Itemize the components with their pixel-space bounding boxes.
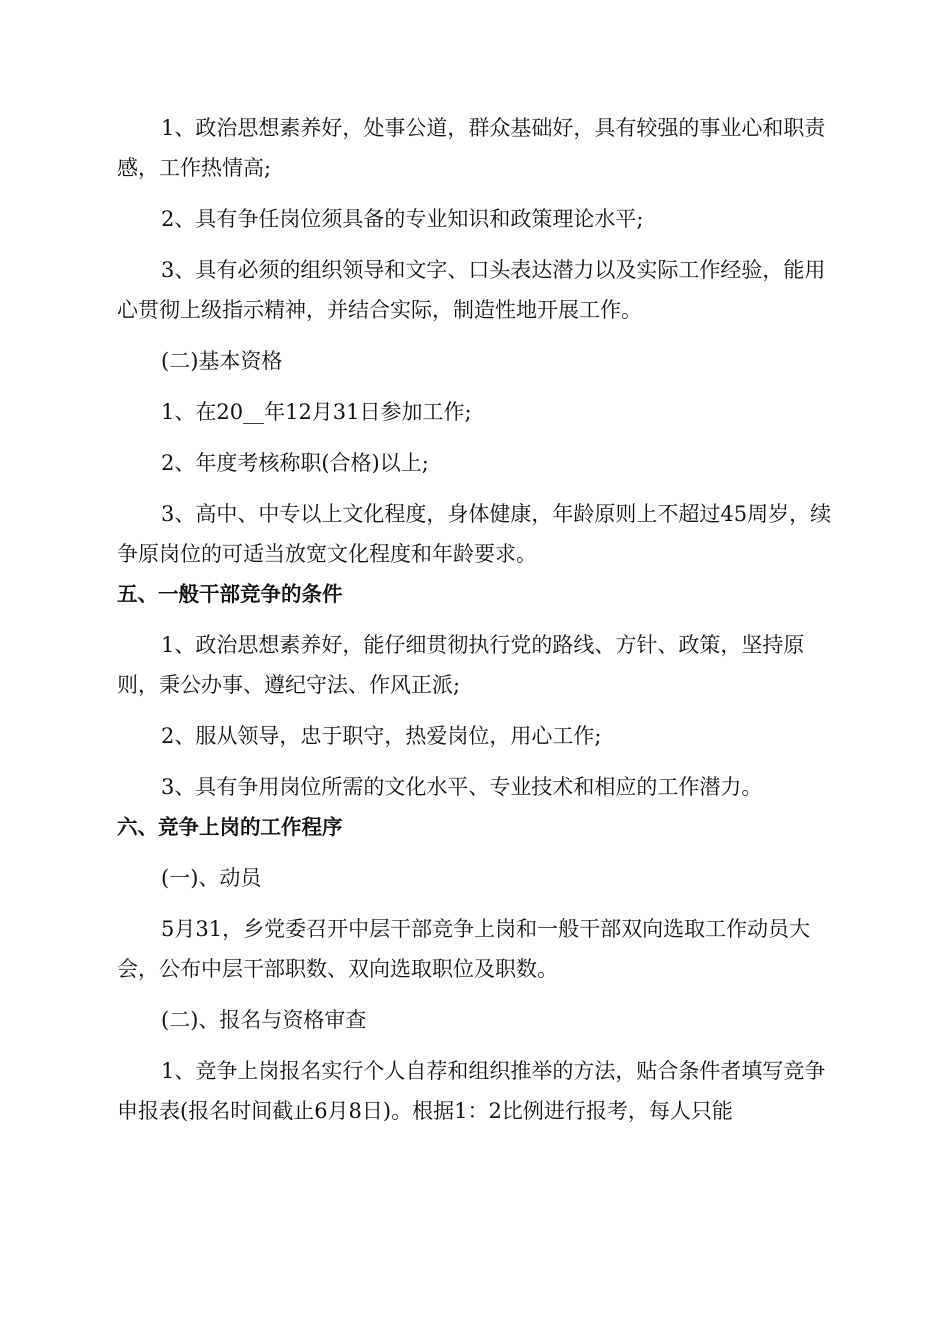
section-subheading-basic-qualification: (二)基本资格 xyxy=(161,349,283,373)
paragraph-5: 2、年度考核称职(合格)以上; xyxy=(161,451,429,475)
paragraph-7: 1、政治思想素养好，能仔细贯彻执行党的路线、方针、政策，坚持原则，秉公办事、遵纪守法、作风正派; xyxy=(117,633,805,697)
section-subheading-registration: (二)、报名与资格审查 xyxy=(161,1008,367,1032)
paragraph-10: 5月31，乡党委召开中层干部竞争上岗和一般干部双向选取工作动员大会，公布中层干部职数、双向选取职位及职数。 xyxy=(117,917,811,981)
section-subheading-mobilization: (一)、动员 xyxy=(161,866,262,890)
paragraph-2: 2、具有争任岗位须具备的专业知识和政策理论水平; xyxy=(161,207,644,231)
document-body xyxy=(117,108,833,1131)
paragraph-8: 2、服从领导，忠于职守，热爱岗位，用心工作; xyxy=(161,724,602,748)
paragraph-11: 1、竞争上岗报名实行个人自荐和组织推举的方法，贴合条件者填写竞争申报表(报名时间截止6月8日)。根据1：2比例进行报考，每人只能 xyxy=(117,1059,826,1123)
section-heading-six: 六、竞争上岗的工作程序 xyxy=(117,815,343,839)
paragraph-9: 3、具有争用岗位所需的文化水平、专业技术和相应的工作潜力。 xyxy=(161,775,763,799)
paragraph-4: 1、在20__年12月31日参加工作; xyxy=(161,400,472,424)
paragraph-3: 3、具有必须的组织领导和文字、口头表达潜力以及实际工作经验，能用心贯彻上级指示精神，并结合实际，制造性地开展工作。 xyxy=(117,258,826,322)
paragraph-6: 3、高中、中专以上文化程度，身体健康，年龄原则上不超过45周岁，续争原岗位的可适当放宽文化程度和年龄要求。 xyxy=(117,502,832,566)
section-heading-five: 五、一般干部竞争的条件 xyxy=(117,582,343,606)
paragraph-1: 1、政治思想素养好，处事公道，群众基础好，具有较强的事业心和职责感，工作热情高; xyxy=(117,116,826,180)
